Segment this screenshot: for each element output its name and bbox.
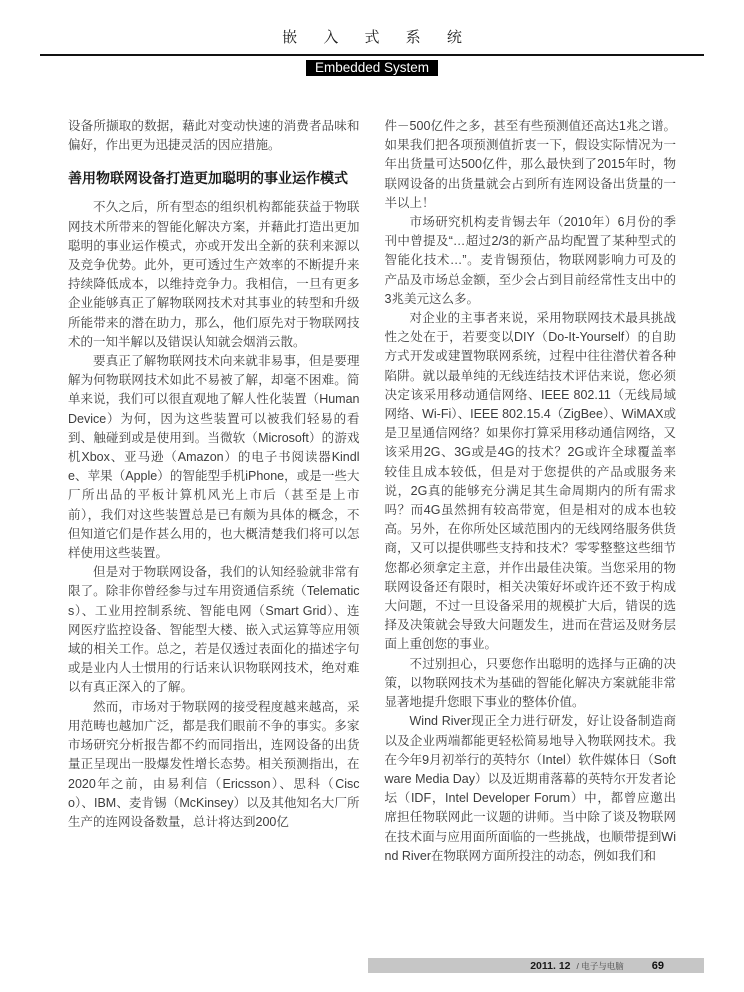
page-footer xyxy=(368,958,704,973)
journal-name: / 电子与电脑 xyxy=(576,960,624,971)
paragraph: 不过别担心，只要您作出聪明的选择与正确的决策，以物联网技术为基础的智能化解决方案就能非常显著地提升您眼下事业的整体价值。 xyxy=(384,656,676,710)
paragraph: Wind River现正全力进行研发，好让设备制造商以及企业两端都能更轻松简易地导入物联网技术。我在今年9月初举行的英特尔（Intel）软件媒体日（Software Media Day）以及近期甫落幕的英特尔开发者论坛（IDF，Intel Developer Forum）中，都曾应邀出席担任物联网此一议题的讲师。当中除了谈及物联网在技术面与应用面所面临的一些挑战，也顺带提到Wind River在物联网方面所投注的动态，例如我们和 xyxy=(384,714,676,863)
journal-title: 嵌 入 式 系 统 xyxy=(282,29,473,46)
paragraph-continuation: 设备所撷取的数据，藉此对变动快速的消费者品味和偏好，作出更为迅捷灵活的因应措施。 xyxy=(68,119,360,153)
paragraph: 要真正了解物联网技术向来就非易事，但是要理解为何物联网技术如此不易被了解，却毫不困难。简单来说，我们可以很直观地了解人性化装置（Human Device）为何，因为这些装置可以被我们轻易的看到、触碰到或是使用到。当微软（Microsoft）的游戏机Xbox、亚马逊（Amazon）的电子书阅读器Kindle、苹果（Apple）的智能型手机iPhone，或是一些大厂所出品的平板计算机风光上市后（甚至是上市前），我们对这些装置总是已有颇为具体的概念，不但知道它们是作甚么用的，也大概清楚我们将可以怎样使用这些装置。 xyxy=(68,354,360,561)
left-column xyxy=(68,117,360,866)
paragraph: 市场研究机构麦肯锡去年（2010年）6月份的季刊中曾提及“…超过2/3的新产品均配置了某种型式的智能化技术…”。麦肯锡预估，物联网影响力可及的产品及市场总金额，至少会占到目前经常性支出中的3兆美元这么多。 xyxy=(384,215,676,306)
badge-wrap xyxy=(0,59,744,77)
paragraph: 然而，市场对于物联网的接受程度越来越高，采用范畴也越加广泛，都是我们眼前不争的事实。多家市场研究分析报告都不约而同指出，连网设备的出货量正呈现出一股爆发性增长态势。相关预测指出，在2020年之前，由易利信（Ericsson）、思科（Cisco）、IBM、麦肯锡（McKinsey）以及其他知名大厂所生产的连网设备数量，总计将达到200亿 xyxy=(68,699,360,829)
right-column xyxy=(385,117,677,866)
journal-subtitle-badge: Embedded System xyxy=(306,60,438,76)
paragraph: 对企业的主事者来说，采用物联网技术最具挑战性之处在于，若要变以DIY（Do-It-Yourself）的自助方式开发或建置物联网系统，过程中往往潜伏着各种陷阱。就以最单纯的无线连结技术评估来说，您必须决定该采用移动通信网络、IEEE 802.11（无线局域网络、Wi-Fi）、IEEE 802.15.4（ZigBee）、WiMAX或是卫星通信网络？如果你打算采用移动通信网络，又该采用2G、3G或是4G的技术？2G或许全球覆盖率较佳且成本较低，但是对于您提供的产品或服务来说，2G真的能够充分满足其生命周期内的所有需求吗？而4G虽然拥有较高带宽，但是相对的成本也较高。另外，在你所处区域范围内的无线网络服务供货商，又可以提供哪些支持和技术？零零整整这些细节您都必须拿定主意，并作出最佳决策。当您采用的物联网设备还有限时，相关决策好坏或许还不致于构成大问题，不过一旦设备采用的规模扩大后，错误的选择及决策就会导致大问题发生，进而在营运及财务层面上重创您的事业。 xyxy=(384,311,676,652)
article-body xyxy=(68,117,676,866)
page-number: 69 xyxy=(651,959,664,972)
paragraph-continuation: 件－500亿件之多，甚至有些预测值还高达1兆之谱。如果我们把各项预测值折衷一下，假设实际情况为一年出货量可达500亿件，那么最快到了2015年时，物联网设备的出货量就会占到所有连网设备出货量的一半以上！ xyxy=(384,119,676,210)
section-heading: 善用物联网设备打造更加聪明的事业运作模式 xyxy=(68,170,348,187)
issue-date: 2011. 12 xyxy=(530,959,571,972)
page-header xyxy=(0,0,744,77)
header-rule xyxy=(40,54,704,56)
paragraph: 不久之后，所有型态的组织机构都能获益于物联网技术所带来的智能化解决方案，并藉此打造出更加聪明的事业运作模式，亦或开发出全新的获利来源以及竞争优势。此外，更可透过生产效率的不断提升来持续降低成本，以维持竞争力。我相信，一旦有更多企业能够真正了解物联网技术对其事业的转型和升级所能带来的潜在助力，那么，他们原先对于物联网技术的一知半解以及错误认知就会烟消云散。 xyxy=(68,200,360,349)
paragraph: 但是对于物联网设备，我们的认知经验就非常有限了。除非你曾经参与过车用资通信系统（Telematics）、工业用控制系统、智能电网（Smart Grid）、连网医疗监控设备、智能型大楼、嵌入式运算等应用领域的相关工作。总之，若是仅透过表面化的描述字句或是业内人士惯用的行话来认识物联网技术，绝对难以有真正深入的了解。 xyxy=(68,565,360,695)
